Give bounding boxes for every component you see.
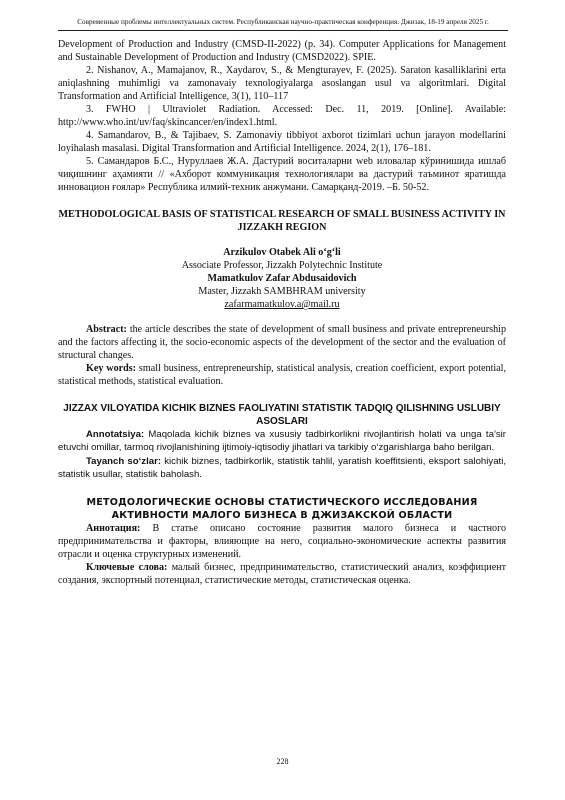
author-2: Mamatkulov Zafar Abdusaidovich: [207, 273, 357, 284]
page-content: [58, 38, 506, 587]
keywords-label-uz: Tayanch so‘zlar:: [86, 455, 162, 467]
running-header: Современные проблемы интеллектуальных систем. Республиканская научно-практическая конференция. Джизак, 18-19 апреля 2025 г.: [77, 18, 489, 26]
abstract-label-ru: Аннотация:: [86, 522, 141, 534]
abstract-label-uz: Annotatsiya:: [86, 429, 145, 440]
abstract-uz: [58, 428, 506, 455]
keywords-text-uz: kichik biznes, tadbirkorlik, statistik tahlil, yaratish koeffitsienti, eksport salohiyati, statistik usullar, statistik baholash.: [58, 455, 506, 481]
article-title-en: METHODOLOGICAL BASIS OF STATISTICAL RESEARCH OF SMALL BUSINESS ACTIVITY IN JIZZAKH REGION: [58, 209, 506, 233]
keywords-text-ru: малый бизнес, предпринимательство, статистический анализ, коэффициент создания, экспортный потенциал, статистические методы, статистическая оценка.: [58, 561, 506, 586]
article-en: [58, 208, 506, 388]
affiliation-1: Associate Professor, Jizzakh Polytechnic Institute: [181, 260, 383, 271]
article-title-ru: МЕТОДОЛОГИЧЕСКИЕ ОСНОВЫ СТАТИСТИЧЕСКОГО ИССЛЕДОВАНИЯ АКТИВНОСТИ МАЛОГО БИЗНЕСА В ДЖИЗАКСКОЙ ОБЛАСТИ: [86, 496, 478, 521]
abstract-text-uz: Maqolada kichik biznes va xususiy tadbirkorlikni rivojlantirish holati va unga ta’sir etuvchi omillar, tarmoq rivojlanishining ijtimoiy-iqtisodiy jihatlari va tarkibiy o‘zgarishlarga baho berilgan.: [58, 429, 506, 454]
keywords-label-ru: Ключевые слова:: [86, 561, 168, 573]
keywords-en: [58, 362, 506, 388]
keywords-uz: [58, 455, 506, 482]
author-1: Arzikulov Otabek Ali o‘g‘li: [223, 247, 341, 258]
reference-2: 2. Nishanov, A., Mamajanov, R., Xaydarov, S., & Mengturayev, F. (2025). Saraton kasalliklarini erta aniqlashning muhimligi va zamonavaiy texnologiyalarga asoslangan usul va algoritmlari. Digital Transformation and Artificial Intelligence, 3(1), 110–117: [58, 65, 506, 102]
article-uz: [58, 402, 506, 482]
author-email-link[interactable]: zafarmamatkulov.a@mail.ru: [224, 299, 340, 310]
abstract-text-ru: В статье описано состояние развития малого бизнеса и частного предпринимательства и факторы, влияющие на него, социально-экономические аспекты развития отрасли и оценка структурных изменений.: [58, 522, 506, 560]
page-number: 228: [276, 757, 289, 766]
abstract-ru: [58, 522, 506, 561]
abstract-text-en: the article describes the state of development of small business and private entrepreneurship and the factors affecting it, the socio-economic aspects of the development of the sector and the evaluation of structural changes.: [58, 324, 506, 361]
article-ru: [58, 496, 506, 587]
article-title-uz: JIZZAX VILOYATIDA KICHIK BIZNES FAOLIYATINI STATISTIK TADQIQ QILISHNING USLUBIY ASOSLARI: [63, 403, 501, 427]
abstract-en: [58, 323, 506, 362]
keywords-ru: [58, 561, 506, 587]
reference-3: 3. FWHO | Ultraviolet Radiation. Accessed: Dec. 11, 2019. [Online]. Available: http://www.who.int/uv/faq/skincancer/en/index1.html.: [58, 104, 506, 128]
abstract-label-en: Abstract:: [86, 324, 127, 335]
keywords-label-en: Key words:: [86, 363, 137, 374]
header-rule: [58, 30, 508, 31]
keywords-text-en: small business, entrepreneurship, statistical analysis, creation coefficient, export potential, statistical methods, statistical evaluation.: [58, 363, 506, 387]
reference-5: 5. Самандаров Б.С., Нуруллаев Ж.А. Дастурий воситаларни web иловалар кўринишида ишлаб чиқишнинг аҳамияти // «Ахборот коммуникация технологиялари ва дастурий таъминот яратишда инновацион ғоялар» Республика илмий-техник анжумани. Самарқанд-2019. –Б. 50-52.: [58, 156, 506, 193]
reference-4: 4. Samandarov, B., & Tajibaev, S. Zamonaviy tibbiyot axborot tizimlari uchun jarayon modellarini loyihalash masalasi. Digital Transformation and Artificial Intelligence. 2024, 2(1), 176–181.: [58, 130, 506, 154]
reference-continuation: Development of Production and Industry (CMSD-II-2022) (p. 34). Computer Applications for Management and Sustainable Development of Production and Industry (CMSD2022). SPIE.: [58, 39, 506, 63]
affiliation-2: Master, Jizzakh SAMBHRAM university: [198, 286, 366, 297]
